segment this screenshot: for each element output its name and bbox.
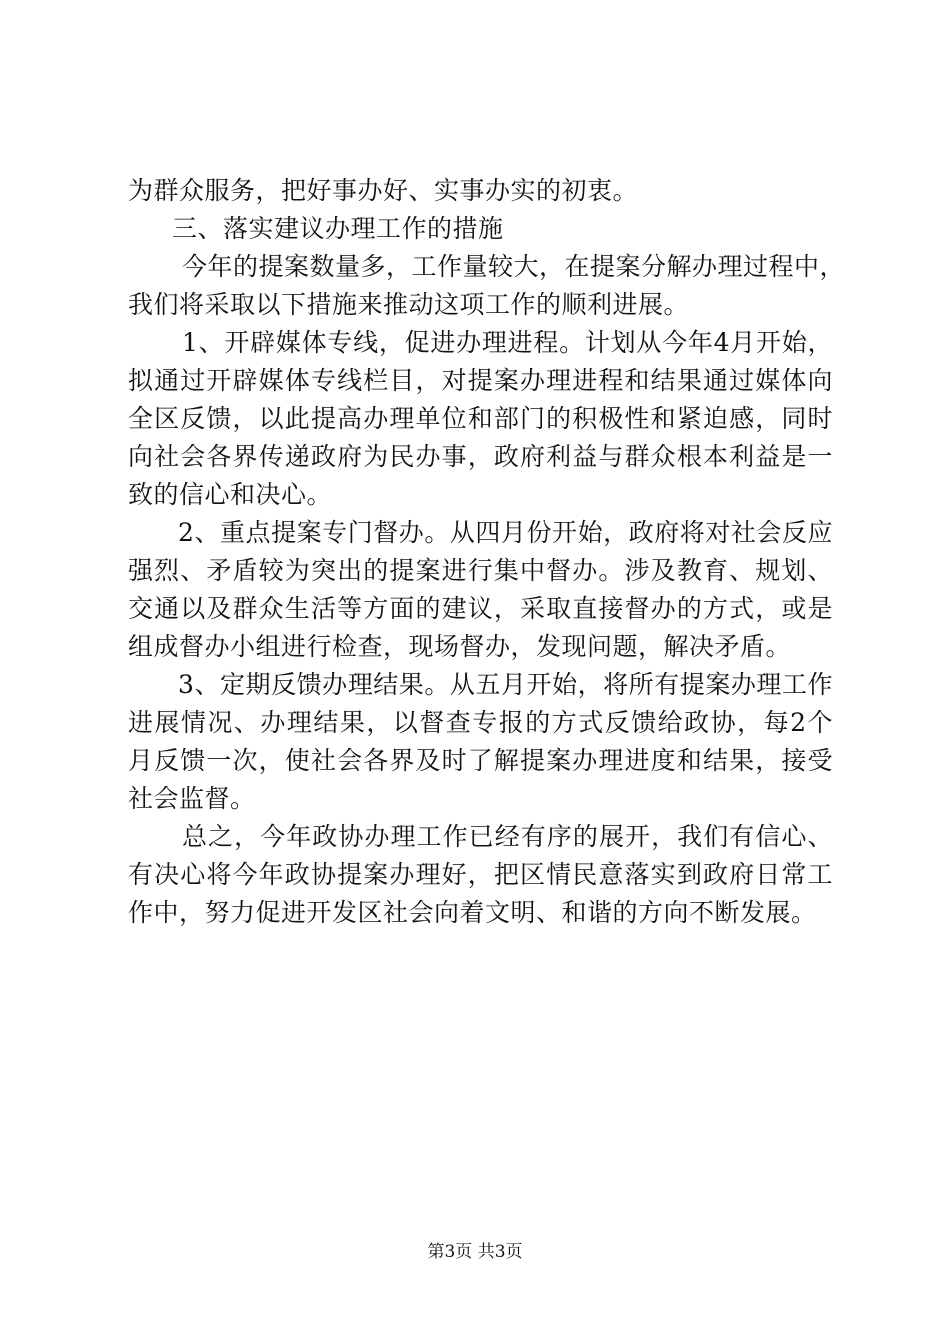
body-text-line: 总之，今年政协办理工作已经有序的展开，我们有信心、: [182, 822, 833, 851]
body-text-line: 1、开辟媒体专线，促进办理进程。计划从今年4月开始，: [182, 328, 833, 357]
body-text-line: 三、落实建议办理工作的措施: [172, 214, 504, 243]
body-text-line: 组成督办小组进行检查，现场督办，发现问题，解决矛盾。: [128, 632, 792, 661]
document-body: [128, 172, 846, 932]
body-text-line: 向社会各界传递政府为民办事，政府利益与群众根本利益是一: [128, 442, 833, 471]
body-text-line: 强烈、矛盾较为突出的提案进行集中督办。涉及教育、规划、: [128, 556, 833, 585]
body-text-line: 为群众服务，把好事办好、实事办实的初衷。: [128, 176, 639, 205]
body-text-line: 作中，努力促进开发区社会向着文明、和谐的方向不断发展。: [128, 898, 817, 927]
body-text-line: 社会监督。: [128, 784, 256, 813]
body-text-line: 我们将采取以下措施来推动这项工作的顺利进展。: [128, 290, 690, 319]
body-text-line: 进展情况、办理结果，以督查专报的方式反馈给政协，每2个: [128, 708, 833, 737]
body-text-line: 致的信心和决心。: [128, 480, 333, 509]
body-text-line: 今年的提案数量多，工作量较大，在提案分解办理过程中，: [182, 252, 846, 281]
body-text-line: 3、定期反馈办理结果。从五月开始，将所有提案办理工作: [178, 670, 833, 699]
body-text-line: 全区反馈，以此提高办理单位和部门的积极性和紧迫感，同时: [128, 404, 833, 433]
body-text-line: 有决心将今年政协提案办理好，把区情民意落实到政府日常工: [128, 860, 833, 889]
body-text-line: 2、重点提案专门督办。从四月份开始，政府将对社会反应: [178, 518, 833, 547]
page-footer: 第3页 共3页: [427, 1242, 523, 1262]
body-text-line: 月反馈一次，使社会各界及时了解提案办理进度和结果，接受: [128, 746, 833, 775]
body-text-line: 交通以及群众生活等方面的建议，采取直接督办的方式，或是: [128, 594, 833, 623]
body-text-line: 拟通过开辟媒体专线栏目，对提案办理进程和结果通过媒体向: [128, 366, 833, 395]
